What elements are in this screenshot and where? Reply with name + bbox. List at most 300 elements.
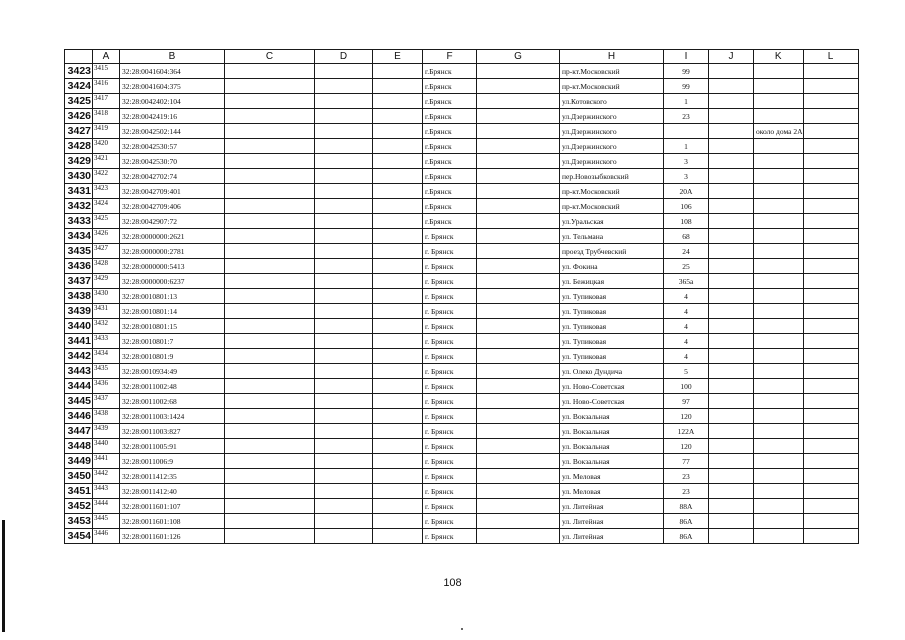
cell-k[interactable]: [754, 139, 804, 154]
cell-l[interactable]: [803, 514, 858, 529]
cell-e[interactable]: [373, 244, 423, 259]
cell-g[interactable]: [477, 79, 560, 94]
cell-b[interactable]: 32:28:0011412:40: [120, 484, 225, 499]
cell-b[interactable]: 32:28:0011601:107: [120, 499, 225, 514]
cell-c[interactable]: [225, 259, 315, 274]
row-number[interactable]: 3443: [65, 364, 93, 379]
cell-d[interactable]: [315, 109, 373, 124]
cell-c[interactable]: [225, 274, 315, 289]
cell-a[interactable]: 3428: [93, 259, 120, 274]
cell-e[interactable]: [373, 229, 423, 244]
cell-k[interactable]: [754, 304, 804, 319]
cell-e[interactable]: [373, 364, 423, 379]
cell-a[interactable]: 3438: [93, 409, 120, 424]
cell-a[interactable]: 3441: [93, 454, 120, 469]
cell-e[interactable]: [373, 319, 423, 334]
cell-h[interactable]: пер.Новозыбковский: [560, 169, 664, 184]
cell-c[interactable]: [225, 319, 315, 334]
cell-b[interactable]: 32:28:0042702:74: [120, 169, 225, 184]
cell-f[interactable]: г.Брянск: [423, 154, 477, 169]
cell-e[interactable]: [373, 184, 423, 199]
cell-e[interactable]: [373, 289, 423, 304]
cell-i[interactable]: 122А: [664, 424, 709, 439]
cell-l[interactable]: [803, 124, 858, 139]
cell-g[interactable]: [477, 424, 560, 439]
row-number[interactable]: 3423: [65, 64, 93, 79]
cell-b[interactable]: 32:28:0011601:126: [120, 529, 225, 544]
cell-d[interactable]: [315, 274, 373, 289]
cell-j[interactable]: [709, 64, 754, 79]
cell-f[interactable]: г.Брянск: [423, 79, 477, 94]
cell-k[interactable]: [754, 109, 804, 124]
cell-j[interactable]: [709, 454, 754, 469]
cell-f[interactable]: г. Брянск: [423, 529, 477, 544]
cell-d[interactable]: [315, 364, 373, 379]
cell-j[interactable]: [709, 274, 754, 289]
cell-k[interactable]: [754, 379, 804, 394]
cell-f[interactable]: г. Брянск: [423, 304, 477, 319]
cell-h[interactable]: пр-кт.Московский: [560, 184, 664, 199]
cell-i[interactable]: 4: [664, 304, 709, 319]
cell-a[interactable]: 3415: [93, 64, 120, 79]
cell-c[interactable]: [225, 199, 315, 214]
row-number[interactable]: 3440: [65, 319, 93, 334]
cell-i[interactable]: 108: [664, 214, 709, 229]
cell-j[interactable]: [709, 364, 754, 379]
cell-c[interactable]: [225, 424, 315, 439]
cell-f[interactable]: г. Брянск: [423, 439, 477, 454]
cell-i[interactable]: 86А: [664, 514, 709, 529]
cell-i[interactable]: 99: [664, 79, 709, 94]
cell-k[interactable]: [754, 229, 804, 244]
cell-d[interactable]: [315, 499, 373, 514]
cell-j[interactable]: [709, 229, 754, 244]
cell-h[interactable]: пр-кт.Московский: [560, 64, 664, 79]
cell-a[interactable]: 3416: [93, 79, 120, 94]
cell-h[interactable]: ул. Тупиковая: [560, 304, 664, 319]
cell-a[interactable]: 3437: [93, 394, 120, 409]
row-number[interactable]: 3432: [65, 199, 93, 214]
cell-i[interactable]: 4: [664, 289, 709, 304]
cell-b[interactable]: 32:28:0042709:401: [120, 184, 225, 199]
cell-k[interactable]: [754, 484, 804, 499]
cell-k[interactable]: [754, 394, 804, 409]
row-number[interactable]: 3442: [65, 349, 93, 364]
cell-j[interactable]: [709, 379, 754, 394]
cell-l[interactable]: [803, 484, 858, 499]
cell-b[interactable]: 32:28:0011003:1424: [120, 409, 225, 424]
cell-c[interactable]: [225, 334, 315, 349]
cell-g[interactable]: [477, 124, 560, 139]
cell-h[interactable]: проезд Трубчевский: [560, 244, 664, 259]
cell-h[interactable]: ул. Литейная: [560, 529, 664, 544]
cell-l[interactable]: [803, 199, 858, 214]
cell-a[interactable]: 3429: [93, 274, 120, 289]
row-number[interactable]: 3436: [65, 259, 93, 274]
cell-b[interactable]: 32:28:0000000:5413: [120, 259, 225, 274]
row-number[interactable]: 3428: [65, 139, 93, 154]
cell-i[interactable]: 5: [664, 364, 709, 379]
cell-h[interactable]: ул. Меловая: [560, 469, 664, 484]
cell-g[interactable]: [477, 439, 560, 454]
cell-e[interactable]: [373, 379, 423, 394]
row-number[interactable]: 3431: [65, 184, 93, 199]
cell-b[interactable]: 32:28:0000000:2781: [120, 244, 225, 259]
cell-c[interactable]: [225, 484, 315, 499]
cell-d[interactable]: [315, 289, 373, 304]
row-number[interactable]: 3441: [65, 334, 93, 349]
cell-c[interactable]: [225, 349, 315, 364]
cell-k[interactable]: [754, 289, 804, 304]
cell-c[interactable]: [225, 154, 315, 169]
cell-d[interactable]: [315, 124, 373, 139]
cell-d[interactable]: [315, 64, 373, 79]
cell-l[interactable]: [803, 274, 858, 289]
cell-l[interactable]: [803, 244, 858, 259]
cell-d[interactable]: [315, 484, 373, 499]
cell-i[interactable]: 4: [664, 349, 709, 364]
cell-g[interactable]: [477, 259, 560, 274]
cell-h[interactable]: ул. Ново-Советская: [560, 394, 664, 409]
cell-a[interactable]: 3418: [93, 109, 120, 124]
cell-k[interactable]: [754, 214, 804, 229]
cell-h[interactable]: ул. Вокзальная: [560, 409, 664, 424]
column-header-d[interactable]: D: [315, 50, 373, 64]
cell-e[interactable]: [373, 139, 423, 154]
cell-j[interactable]: [709, 214, 754, 229]
cell-f[interactable]: г.Брянск: [423, 199, 477, 214]
cell-h[interactable]: ул.Дзержинского: [560, 139, 664, 154]
cell-i[interactable]: 68: [664, 229, 709, 244]
cell-f[interactable]: г. Брянск: [423, 274, 477, 289]
cell-g[interactable]: [477, 499, 560, 514]
cell-f[interactable]: г. Брянск: [423, 424, 477, 439]
cell-e[interactable]: [373, 214, 423, 229]
cell-b[interactable]: 32:28:0042530:70: [120, 154, 225, 169]
cell-k[interactable]: [754, 259, 804, 274]
cell-l[interactable]: [803, 319, 858, 334]
cell-k[interactable]: около дома 2А: [754, 124, 804, 139]
cell-c[interactable]: [225, 289, 315, 304]
cell-h[interactable]: ул. Ново-Советская: [560, 379, 664, 394]
cell-a[interactable]: 3430: [93, 289, 120, 304]
cell-b[interactable]: 32:28:0011006:9: [120, 454, 225, 469]
cell-h[interactable]: ул.Дзержинского: [560, 109, 664, 124]
cell-f[interactable]: г. Брянск: [423, 379, 477, 394]
cell-a[interactable]: 3442: [93, 469, 120, 484]
row-number[interactable]: 3454: [65, 529, 93, 544]
cell-k[interactable]: [754, 154, 804, 169]
column-header-e[interactable]: E: [373, 50, 423, 64]
cell-k[interactable]: [754, 529, 804, 544]
cell-b[interactable]: 32:28:0011002:68: [120, 394, 225, 409]
row-number[interactable]: 3424: [65, 79, 93, 94]
cell-i[interactable]: 120: [664, 409, 709, 424]
cell-a[interactable]: 3421: [93, 154, 120, 169]
cell-f[interactable]: г. Брянск: [423, 514, 477, 529]
cell-h[interactable]: ул. Тупиковая: [560, 334, 664, 349]
cell-c[interactable]: [225, 94, 315, 109]
cell-l[interactable]: [803, 529, 858, 544]
cell-d[interactable]: [315, 244, 373, 259]
cell-i[interactable]: 3: [664, 169, 709, 184]
cell-k[interactable]: [754, 94, 804, 109]
cell-d[interactable]: [315, 424, 373, 439]
cell-g[interactable]: [477, 199, 560, 214]
cell-k[interactable]: [754, 169, 804, 184]
cell-j[interactable]: [709, 169, 754, 184]
cell-a[interactable]: 3427: [93, 244, 120, 259]
cell-l[interactable]: [803, 379, 858, 394]
row-number[interactable]: 3449: [65, 454, 93, 469]
cell-l[interactable]: [803, 229, 858, 244]
cell-k[interactable]: [754, 469, 804, 484]
cell-i[interactable]: 1: [664, 139, 709, 154]
cell-a[interactable]: 3436: [93, 379, 120, 394]
cell-f[interactable]: г. Брянск: [423, 319, 477, 334]
cell-e[interactable]: [373, 334, 423, 349]
cell-f[interactable]: г. Брянск: [423, 349, 477, 364]
cell-b[interactable]: 32:28:0000000:2621: [120, 229, 225, 244]
cell-g[interactable]: [477, 139, 560, 154]
row-number[interactable]: 3434: [65, 229, 93, 244]
cell-c[interactable]: [225, 109, 315, 124]
cell-b[interactable]: 32:28:0042907:72: [120, 214, 225, 229]
cell-c[interactable]: [225, 169, 315, 184]
cell-l[interactable]: [803, 64, 858, 79]
cell-j[interactable]: [709, 94, 754, 109]
cell-f[interactable]: г. Брянск: [423, 334, 477, 349]
cell-j[interactable]: [709, 439, 754, 454]
cell-f[interactable]: г. Брянск: [423, 244, 477, 259]
cell-g[interactable]: [477, 394, 560, 409]
cell-l[interactable]: [803, 499, 858, 514]
cell-d[interactable]: [315, 229, 373, 244]
cell-j[interactable]: [709, 349, 754, 364]
column-header-f[interactable]: F: [423, 50, 477, 64]
column-header-c[interactable]: C: [225, 50, 315, 64]
cell-d[interactable]: [315, 529, 373, 544]
cell-g[interactable]: [477, 169, 560, 184]
cell-f[interactable]: г. Брянск: [423, 469, 477, 484]
cell-i[interactable]: 99: [664, 64, 709, 79]
cell-c[interactable]: [225, 394, 315, 409]
cell-a[interactable]: 3446: [93, 529, 120, 544]
cell-h[interactable]: пр-кт.Московский: [560, 199, 664, 214]
cell-c[interactable]: [225, 439, 315, 454]
row-number[interactable]: 3429: [65, 154, 93, 169]
cell-d[interactable]: [315, 169, 373, 184]
cell-g[interactable]: [477, 154, 560, 169]
cell-f[interactable]: г.Брянск: [423, 214, 477, 229]
cell-b[interactable]: 32:28:0010801:13: [120, 289, 225, 304]
cell-b[interactable]: 32:28:0010801:15: [120, 319, 225, 334]
cell-b[interactable]: 32:28:0000000:6237: [120, 274, 225, 289]
cell-h[interactable]: ул. Литейная: [560, 514, 664, 529]
cell-e[interactable]: [373, 199, 423, 214]
cell-h[interactable]: ул. Вокзальная: [560, 454, 664, 469]
cell-b[interactable]: 32:28:0041604:375: [120, 79, 225, 94]
cell-i[interactable]: 25: [664, 259, 709, 274]
column-header-a[interactable]: A: [93, 50, 120, 64]
cell-b[interactable]: 32:28:0010801:14: [120, 304, 225, 319]
cell-a[interactable]: 3440: [93, 439, 120, 454]
cell-f[interactable]: г. Брянск: [423, 394, 477, 409]
cell-f[interactable]: г. Брянск: [423, 289, 477, 304]
cell-j[interactable]: [709, 424, 754, 439]
cell-l[interactable]: [803, 109, 858, 124]
row-number[interactable]: 3433: [65, 214, 93, 229]
cell-j[interactable]: [709, 304, 754, 319]
cell-f[interactable]: г.Брянск: [423, 139, 477, 154]
cell-k[interactable]: [754, 424, 804, 439]
cell-j[interactable]: [709, 499, 754, 514]
cell-j[interactable]: [709, 154, 754, 169]
cell-k[interactable]: [754, 364, 804, 379]
cell-l[interactable]: [803, 409, 858, 424]
cell-e[interactable]: [373, 259, 423, 274]
cell-k[interactable]: [754, 409, 804, 424]
cell-h[interactable]: ул. Вокзальная: [560, 439, 664, 454]
row-number[interactable]: 3427: [65, 124, 93, 139]
cell-f[interactable]: г.Брянск: [423, 124, 477, 139]
cell-d[interactable]: [315, 214, 373, 229]
cell-c[interactable]: [225, 304, 315, 319]
cell-j[interactable]: [709, 199, 754, 214]
cell-l[interactable]: [803, 349, 858, 364]
row-number[interactable]: 3448: [65, 439, 93, 454]
cell-i[interactable]: 120: [664, 439, 709, 454]
cell-j[interactable]: [709, 514, 754, 529]
row-number[interactable]: 3435: [65, 244, 93, 259]
cell-b[interactable]: 32:28:0042502:144: [120, 124, 225, 139]
cell-e[interactable]: [373, 514, 423, 529]
cell-e[interactable]: [373, 79, 423, 94]
cell-l[interactable]: [803, 424, 858, 439]
cell-a[interactable]: 3434: [93, 349, 120, 364]
cell-a[interactable]: 3433: [93, 334, 120, 349]
cell-j[interactable]: [709, 529, 754, 544]
cell-b[interactable]: 32:28:0010801:9: [120, 349, 225, 364]
cell-i[interactable]: 23: [664, 469, 709, 484]
cell-i[interactable]: 23: [664, 109, 709, 124]
row-number[interactable]: 3430: [65, 169, 93, 184]
cell-d[interactable]: [315, 154, 373, 169]
cell-g[interactable]: [477, 214, 560, 229]
cell-d[interactable]: [315, 469, 373, 484]
cell-i[interactable]: 97: [664, 394, 709, 409]
cell-h[interactable]: ул.Уральская: [560, 214, 664, 229]
cell-b[interactable]: 32:28:0011412:35: [120, 469, 225, 484]
row-number[interactable]: 3437: [65, 274, 93, 289]
cell-d[interactable]: [315, 304, 373, 319]
cell-f[interactable]: г.Брянск: [423, 109, 477, 124]
cell-c[interactable]: [225, 469, 315, 484]
cell-e[interactable]: [373, 394, 423, 409]
cell-c[interactable]: [225, 184, 315, 199]
cell-l[interactable]: [803, 454, 858, 469]
cell-d[interactable]: [315, 394, 373, 409]
cell-f[interactable]: г. Брянск: [423, 409, 477, 424]
cell-d[interactable]: [315, 439, 373, 454]
cell-i[interactable]: 77: [664, 454, 709, 469]
cell-d[interactable]: [315, 379, 373, 394]
cell-e[interactable]: [373, 304, 423, 319]
cell-c[interactable]: [225, 499, 315, 514]
cell-l[interactable]: [803, 94, 858, 109]
cell-e[interactable]: [373, 64, 423, 79]
cell-k[interactable]: [754, 514, 804, 529]
cell-l[interactable]: [803, 394, 858, 409]
cell-a[interactable]: 3424: [93, 199, 120, 214]
cell-g[interactable]: [477, 184, 560, 199]
cell-c[interactable]: [225, 79, 315, 94]
cell-k[interactable]: [754, 244, 804, 259]
cell-g[interactable]: [477, 289, 560, 304]
cell-e[interactable]: [373, 94, 423, 109]
cell-e[interactable]: [373, 424, 423, 439]
cell-h[interactable]: ул.Дзержинского: [560, 154, 664, 169]
cell-c[interactable]: [225, 364, 315, 379]
cell-a[interactable]: 3432: [93, 319, 120, 334]
cell-a[interactable]: 3439: [93, 424, 120, 439]
cell-e[interactable]: [373, 409, 423, 424]
row-number[interactable]: 3452: [65, 499, 93, 514]
cell-j[interactable]: [709, 244, 754, 259]
cell-f[interactable]: г. Брянск: [423, 364, 477, 379]
column-header-i[interactable]: I: [664, 50, 709, 64]
cell-c[interactable]: [225, 139, 315, 154]
cell-f[interactable]: г. Брянск: [423, 229, 477, 244]
cell-h[interactable]: ул. Олеко Дундича: [560, 364, 664, 379]
cell-e[interactable]: [373, 454, 423, 469]
cell-h[interactable]: ул. Литейная: [560, 499, 664, 514]
cell-f[interactable]: г. Брянск: [423, 454, 477, 469]
cell-h[interactable]: ул. Меловая: [560, 484, 664, 499]
cell-f[interactable]: г.Брянск: [423, 184, 477, 199]
cell-e[interactable]: [373, 274, 423, 289]
cell-l[interactable]: [803, 259, 858, 274]
row-number[interactable]: 3426: [65, 109, 93, 124]
cell-e[interactable]: [373, 124, 423, 139]
row-number[interactable]: 3439: [65, 304, 93, 319]
cell-k[interactable]: [754, 79, 804, 94]
cell-k[interactable]: [754, 334, 804, 349]
cell-k[interactable]: [754, 499, 804, 514]
cell-a[interactable]: 3431: [93, 304, 120, 319]
cell-a[interactable]: 3419: [93, 124, 120, 139]
cell-b[interactable]: 32:28:0010801:7: [120, 334, 225, 349]
cell-l[interactable]: [803, 184, 858, 199]
cell-l[interactable]: [803, 439, 858, 454]
cell-c[interactable]: [225, 64, 315, 79]
cell-d[interactable]: [315, 454, 373, 469]
cell-k[interactable]: [754, 319, 804, 334]
cell-l[interactable]: [803, 154, 858, 169]
cell-l[interactable]: [803, 139, 858, 154]
cell-d[interactable]: [315, 199, 373, 214]
cell-j[interactable]: [709, 109, 754, 124]
cell-d[interactable]: [315, 409, 373, 424]
cell-e[interactable]: [373, 529, 423, 544]
cell-k[interactable]: [754, 349, 804, 364]
cell-c[interactable]: [225, 124, 315, 139]
cell-j[interactable]: [709, 319, 754, 334]
cell-e[interactable]: [373, 169, 423, 184]
row-number[interactable]: 3451: [65, 484, 93, 499]
cell-c[interactable]: [225, 229, 315, 244]
cell-d[interactable]: [315, 514, 373, 529]
